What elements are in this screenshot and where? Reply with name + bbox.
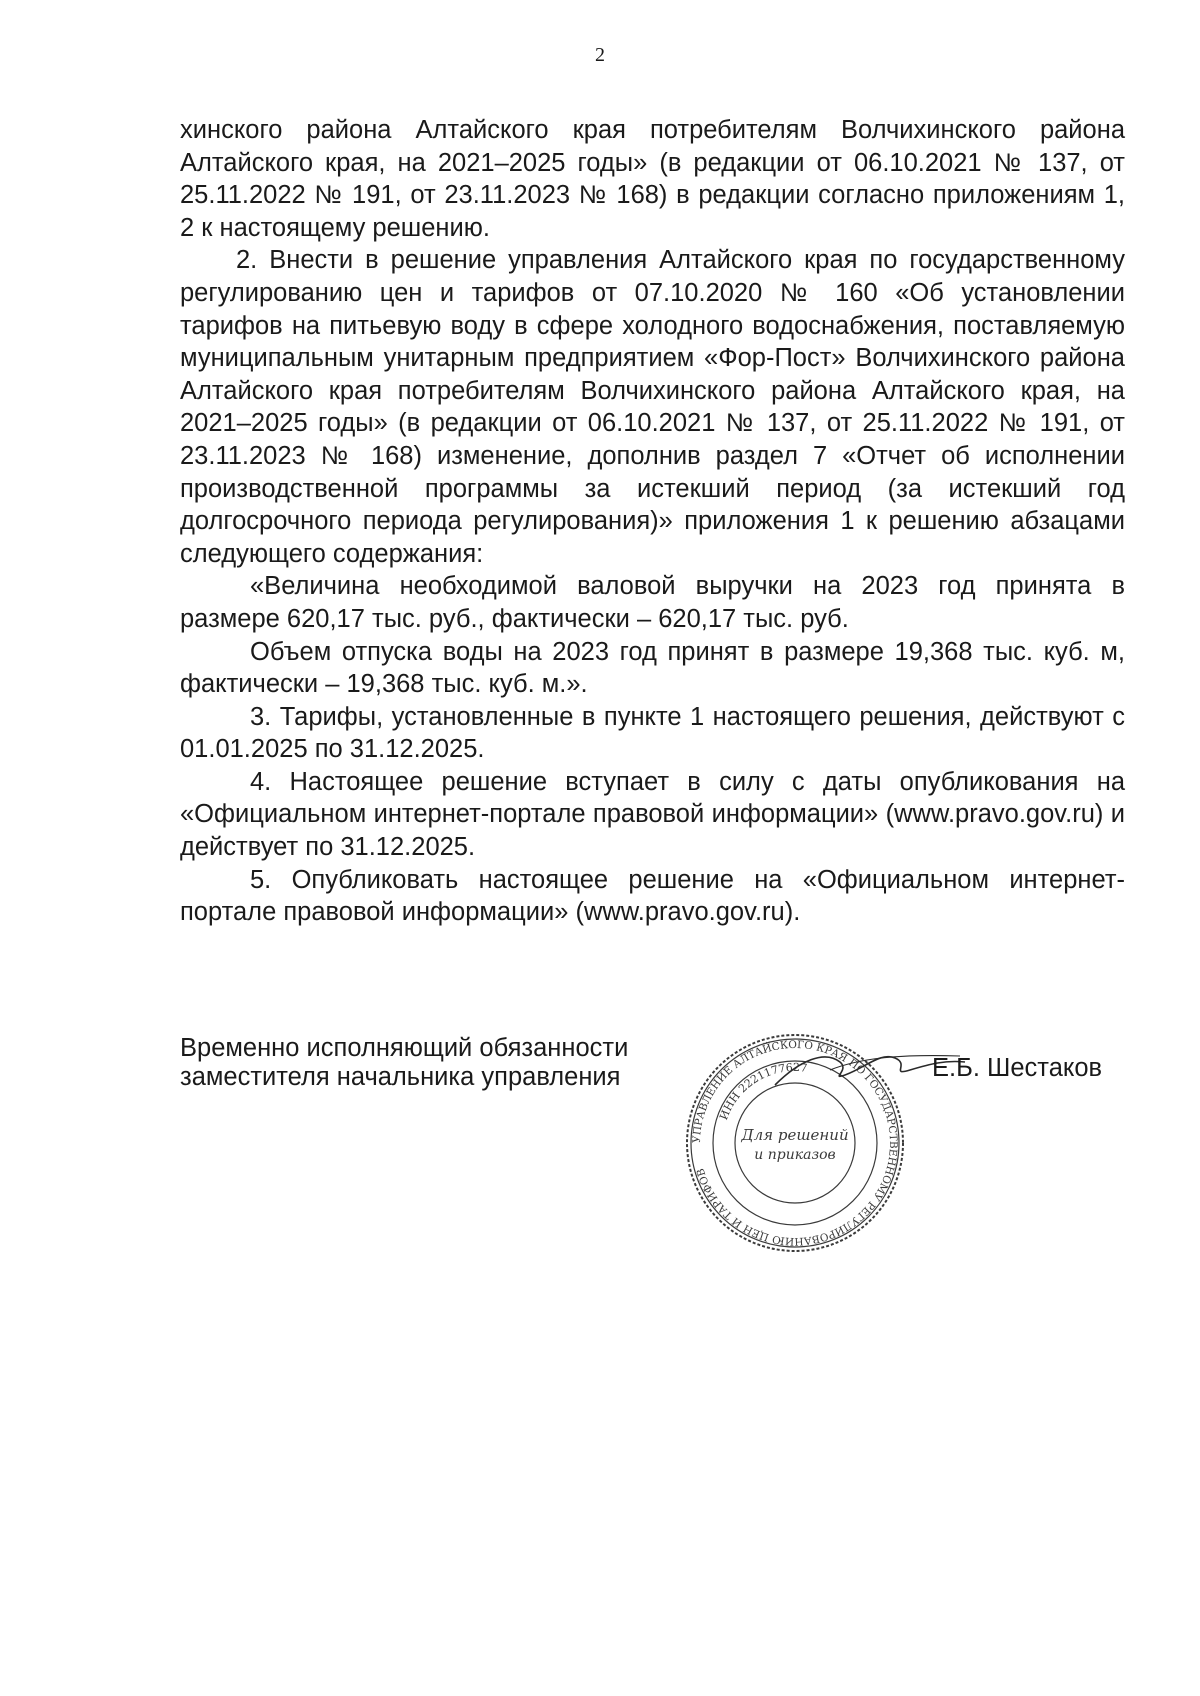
signatory-name: Е.Б. Шестаков: [932, 1054, 1103, 1082]
seal-outer-text: УПРАВЛЕНИЕ АЛТАЙСКОГО КРАЯ ПО ГОСУДАРСТВЕННОМУ РЕГУЛИРОВАНИЮ ЦЕН И ТАРИФОВ: [690, 1038, 900, 1248]
paragraph-item-5: 5. Опубликовать настоящее решение на «Официальном интернет-портале правовой информации» (www.pravo.gov.ru).: [180, 865, 1125, 927]
paragraph-item-3: 3. Тарифы, установленные в пункте 1 настоящего решения, действуют с 01.01.2025 по 31.12.2025.: [180, 702, 1125, 764]
seal-inn-text: ИНН 2221177627: [717, 1060, 808, 1122]
document-body: [180, 114, 1125, 929]
page-number: 2: [595, 44, 605, 66]
seal-center-line-2: и приказов: [754, 1147, 836, 1163]
signatory-position: [180, 1034, 628, 1092]
paragraph-quoted-water-volume: Объем отпуска воды на 2023 год принят в размере 19,368 тыс. куб. м, фактически – 19,368 тыс. куб. м.».: [180, 637, 1125, 699]
signatory-position-line-1: Временно исполняющий обязанности: [180, 1034, 629, 1062]
paragraph-quoted-revenue: «Величина необходимой валовой выручки на 2023 год принята в размере 620,17 тыс. руб., фактически – 620,17 тыс. руб.: [180, 572, 1125, 633]
paragraph-continuation: хинского района Алтайского края потребителям Волчихинского района Алтайского края, на 2021–2025 годы» (в редакции от 06.10.2021 № 137, от 25.11.2022 № 191, от 23.11.2023 № 168) в редакции согласно приложениям 1, 2 к настоящему решению.: [180, 116, 1125, 242]
seal-center-line-1: Для решений: [741, 1126, 849, 1144]
signatory-position-line-2: заместителя начальника управления: [180, 1063, 621, 1091]
paragraph-item-2: 2. Внести в решение управления Алтайского края по государственному регулированию цен и тарифов от 07.10.2020 № 160 «Об установлении тарифов на питьевую воду в сфере холодного водоснабжения, поставляемую муниципальным унитарным предприятием «Фор-Пост» Волчихинского района Алтайского края потребителям Волчихинского района Алтайского края, на 2021–2025 годы» (в редакции от 06.10.2021 № 137, от 25.11.2022 № 191, от 23.11.2023 № 168) изменение, дополнив раздел 7 «Отчет об исполнении производственной программы за истекший период (за истекший год долгосрочного периода регулирования)» приложения 1 к решению абзацами следующего содержания:: [180, 246, 1125, 568]
paragraph-item-4: 4. Настоящее решение вступает в силу с даты опубликования на «Официальном интернет-портале правовой информации» (www.pravo.gov.ru) и действует по 31.12.2025.: [180, 767, 1125, 862]
